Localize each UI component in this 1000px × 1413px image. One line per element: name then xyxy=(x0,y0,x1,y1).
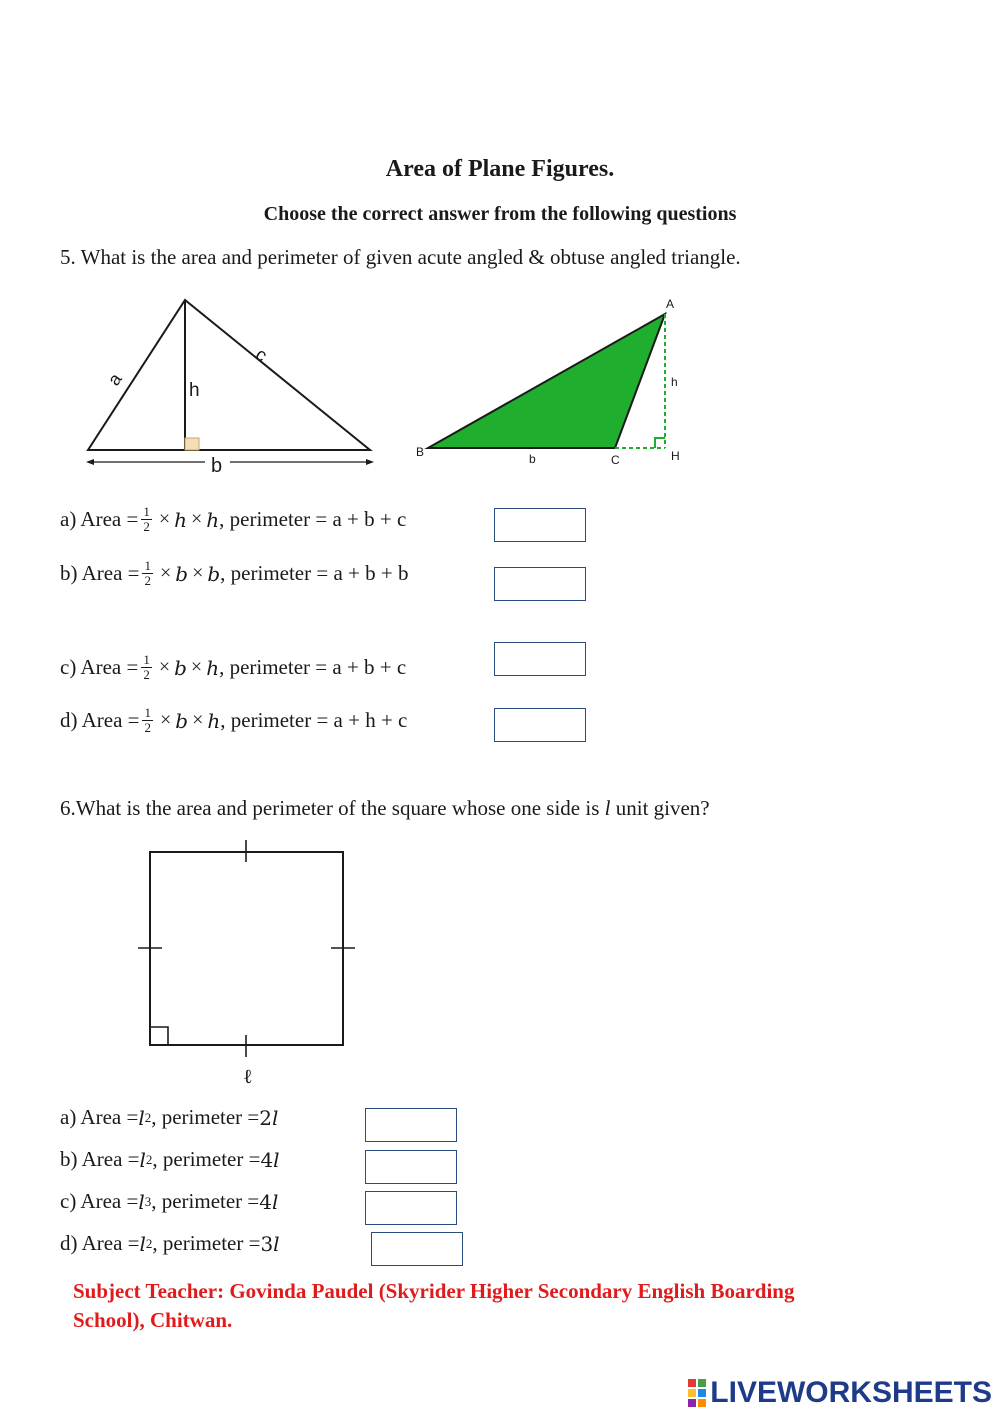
q6-answer-box-a[interactable] xyxy=(365,1108,457,1142)
side-label: ℓ xyxy=(243,1064,253,1088)
option-prefix: c) Area = xyxy=(60,655,139,679)
label-b: b xyxy=(211,455,223,477)
option-perimeter: , perimeter = a + b + b xyxy=(220,561,409,585)
acute-triangle-shape xyxy=(88,300,370,450)
q5-option-b: b) Area = $\frac{1}{2}$ × b × b , perimeter = a + b + b xyxy=(60,558,409,588)
q5-option-a: a) Area = $\frac{1}{2}$ × h × h , perimeter = a + b + c xyxy=(60,504,407,534)
question-5-text: 5. What is the area and perimeter of given acute angled & obtuse angled triangle. xyxy=(60,245,741,269)
logo-text: LIVEWORKSHEETS xyxy=(710,1376,992,1409)
q6-option-c: c) Area = l 3 , perimeter = 4 l xyxy=(60,1189,279,1214)
fraction: $\frac{1}{2}$ xyxy=(143,504,150,534)
right-angle-marker-2 xyxy=(655,438,665,448)
logo-mark-icon xyxy=(688,1379,706,1407)
page-title: Area of Plane Figures. xyxy=(385,156,615,182)
option-perimeter: , perimeter = a + b + c xyxy=(219,507,407,531)
right-angle-marker-square xyxy=(150,1027,168,1045)
label-B: B xyxy=(416,445,425,459)
option-prefix: a) Area = xyxy=(60,507,139,531)
option-perimeter: , perimeter = a + h + c xyxy=(220,708,408,732)
fraction: $\frac{1}{2}$ xyxy=(144,558,151,588)
q6-option-d: d) Area = l 2 , perimeter = 3 l xyxy=(60,1231,280,1256)
option-perimeter: , perimeter = a + b + c xyxy=(219,655,407,679)
teacher-credit-line-1: Subject Teacher: Govinda Paudel (Skyrider Higher Secondary English Boarding xyxy=(73,1279,795,1303)
q6-option-b: b) Area = l 2 , perimeter = 4 l xyxy=(60,1147,280,1172)
fraction: $\frac{1}{2}$ xyxy=(143,652,150,682)
q6-answer-box-d[interactable] xyxy=(371,1232,463,1266)
q6-answer-box-b[interactable] xyxy=(365,1150,457,1184)
fraction: $\frac{1}{2}$ xyxy=(144,705,151,735)
question-6-text: 6.What is the area and perimeter of the square whose one side is l unit given? xyxy=(60,796,710,820)
label-A: A xyxy=(666,297,675,311)
label-C: C xyxy=(611,453,620,467)
q5-answer-box-c[interactable] xyxy=(494,642,586,676)
square-figure xyxy=(135,838,365,1088)
label-b-2: b xyxy=(529,452,536,466)
option-prefix: d) Area = xyxy=(60,708,140,732)
page-subtitle: Choose the correct answer from the following questions xyxy=(263,203,737,225)
label-H: H xyxy=(671,449,680,463)
label-h-2: h xyxy=(671,375,678,389)
q5-answer-box-d[interactable] xyxy=(494,708,586,742)
q5-option-c: c) Area = $\frac{1}{2}$ × b × h , perimeter = a + b + c xyxy=(60,652,407,682)
teacher-credit-line-2: School), Chitwan. xyxy=(73,1308,233,1332)
q5-answer-box-b[interactable] xyxy=(494,567,586,601)
q5-option-d: d) Area = $\frac{1}{2}$ × b × h , perimeter = a + h + c xyxy=(60,705,408,735)
obtuse-triangle-figure xyxy=(410,292,700,472)
liveworksheets-logo xyxy=(688,1376,992,1410)
label-h: h xyxy=(189,380,200,401)
q5-answer-box-a[interactable] xyxy=(494,508,586,542)
square-shape xyxy=(150,852,343,1045)
q6-answer-box-c[interactable] xyxy=(365,1191,457,1225)
option-prefix: b) Area = xyxy=(60,561,140,585)
acute-triangle-figure xyxy=(80,290,390,480)
right-angle-marker xyxy=(185,438,199,450)
obtuse-triangle-shape xyxy=(428,314,665,448)
q6-option-a: a) Area = l 2 , perimeter = 2 l xyxy=(60,1105,279,1130)
label-c: c xyxy=(252,343,271,366)
label-a: a xyxy=(103,369,126,390)
teacher-credit xyxy=(73,1277,933,1335)
